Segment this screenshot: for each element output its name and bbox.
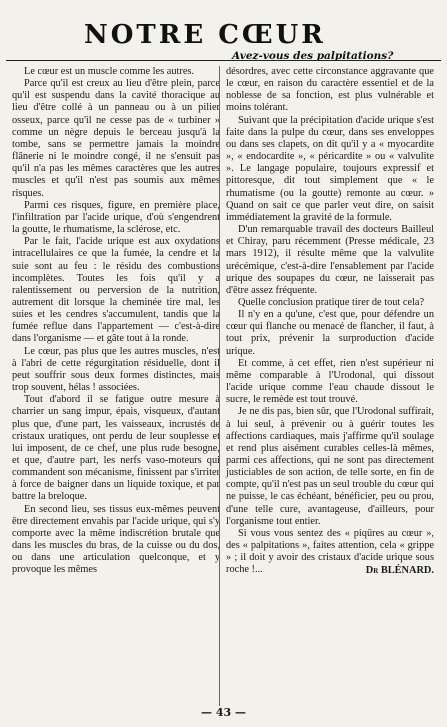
right-column	[226, 66, 434, 577]
paragraph: Je ne dis pas, bien sûr, que l'Urodonal suffirait, à lui seul, à prévenir ou à guérir toutes les affections cardiaques, mais j'affirme qu'il soulage et rend plus aisément curables celles-là mêmes, parmi ces affections, qui ne sont pas directement justiciables de son action, de telle sorte, en fin de compte, qu'il n'est pas un seul trouble du cœur qui ne puisse, le cas échéant, bénéficier, peu ou prou, d'une telle cure, avantageuse, d'ailleurs, pour l'organisme tout entier.	[226, 406, 434, 527]
paragraph: En second lieu, ses tissus eux-mêmes peuvent être directement envahis par l'acide urique, qui s'y comporte avec la même indiscrétion brutale que dans les muscles du bras, de la cuisse ou du dos, ou dans une articulation quelconque, et y provoque les mêmes	[12, 503, 220, 576]
signature: Dr BLÉNARD.	[365, 564, 434, 576]
header-rule	[6, 60, 441, 61]
paragraph: Si vous vous sentez des « piqûres au cœur », des « palpitations », faites attention, cela « grippe » ; il doit y avoir des cristaux d'acide urique sous roche !...	[226, 527, 434, 576]
paragraph: Tout d'abord il se fatigue outre mesure à charrier un sang impur, épais, visqueux, d'autant plus que, d'une part, les vaisseaux, incrustés de cristaux uratiques, ont perdu de leur souplesse et lui imposent, de ce chef, une plus rude besogne, et que, d'autre part, les nerfs vaso-moteurs qui commandent son mécanisme, finissent par s'irriter à force de baigner dans un liquide toxique, et par battre la breloque.	[12, 394, 220, 503]
paragraph: Le cœur, pas plus que les autres muscles, n'est à l'abri de cette régurgitation résiduelle, dont il peut souffrir sous deux formes distinctes, mais trop souvent, hélas ! associées.	[12, 345, 220, 394]
paragraph: désordres, avec cette circonstance aggravante que le cœur, en raison du caractère essentiel et de la noblesse de sa fonction, est plus vulnérable et moins tolérant.	[226, 66, 434, 114]
paragraph: Par le fait, l'acide urique est aux oxydations intracellulaires ce que la fumée, la cendre et la suie sont au feu : le résidu des combustions incomplètes. Toutes les fois qu'il y a ralentissement ou perversion de la nutrition, autrement dit lorsque la cheminée tire mal, les suies et les cendres s'accumulent, tandis que la fumée reflue dans l'appartement — c'est-à-dire dans l'organisme — et gâte tout à la ronde.	[12, 236, 220, 345]
paragraph: Le cœur est un muscle comme les autres.	[24, 66, 195, 77]
paragraph: Parce qu'il est creux au lieu d'être plein, parce qu'il est suspendu dans la cavité thoracique au lieu d'être collé à un panneau ou à un pilier osseux, parce qu'il ne cesse pas de « turbiner » comme un nègre depuis le berceau jusqu'à la tombe, sans se permettre jamais la moindre flânerie ni le moindre congé, il ne s'ensuit pas qu'il n'a pas les mêmes caractères que les autres muscles et qu'il n'est pas soumis aux mêmes risques.	[12, 78, 220, 199]
article-subtitle: Avez-vous des palpitations?	[232, 50, 394, 62]
paragraph: Et comme, à cet effet, rien n'est supérieur ni même comparable à l'Urodonal, qui dissout l'acide urique comme l'eau chaude dissout le sucre, le remède est tout trouvé.	[226, 357, 434, 406]
paragraph: Quelle conclusion pratique tirer de tout cela?	[238, 296, 425, 308]
paragraph: Suivant que la précipitation d'acide urique s'est faite dans la pulpe du cœur, dans ses enveloppes ou dans ses clapets, on dit qu'il y a « myocardite », « endocardite », « péricardite » ou « valvulite ». Le langage populaire, toujours expressif et pittoresque, dit tout simplement que « le rhumatisme (ou la goutte) remonte au cœur. » Quand on sait ce que parler veut dire, on saisit immédiatement la gravité de la formule.	[226, 114, 434, 223]
paragraph: D'un remarquable travail des docteurs Bailleul et Chiray, paru récemment (Presse médicale, 23 mars 1912), il résulte même que la valvulite urécémique, c'est-à-dire l'ensablement par l'acide urique des soupapes du cœur, ne laisserait pas d'être assez fréquente.	[226, 224, 434, 296]
paragraph: Il n'y en a qu'une, c'est que, pour défendre un cœur qui flanche ou menacé de flancher, il faut, à tout prix, prévenir la surproduction d'acide urique.	[226, 309, 434, 357]
left-column	[12, 66, 220, 577]
page-number: — 43 —	[201, 706, 246, 719]
header	[0, 14, 447, 62]
paragraph: Parmi ces risques, figure, en première place, l'infiltration par l'acide urique, d'où s'engendrent la goutte, le rhumatisme, la sclérose, etc.	[12, 199, 220, 236]
article-title: NOTRE CŒUR	[84, 20, 326, 50]
column-divider	[219, 66, 220, 706]
